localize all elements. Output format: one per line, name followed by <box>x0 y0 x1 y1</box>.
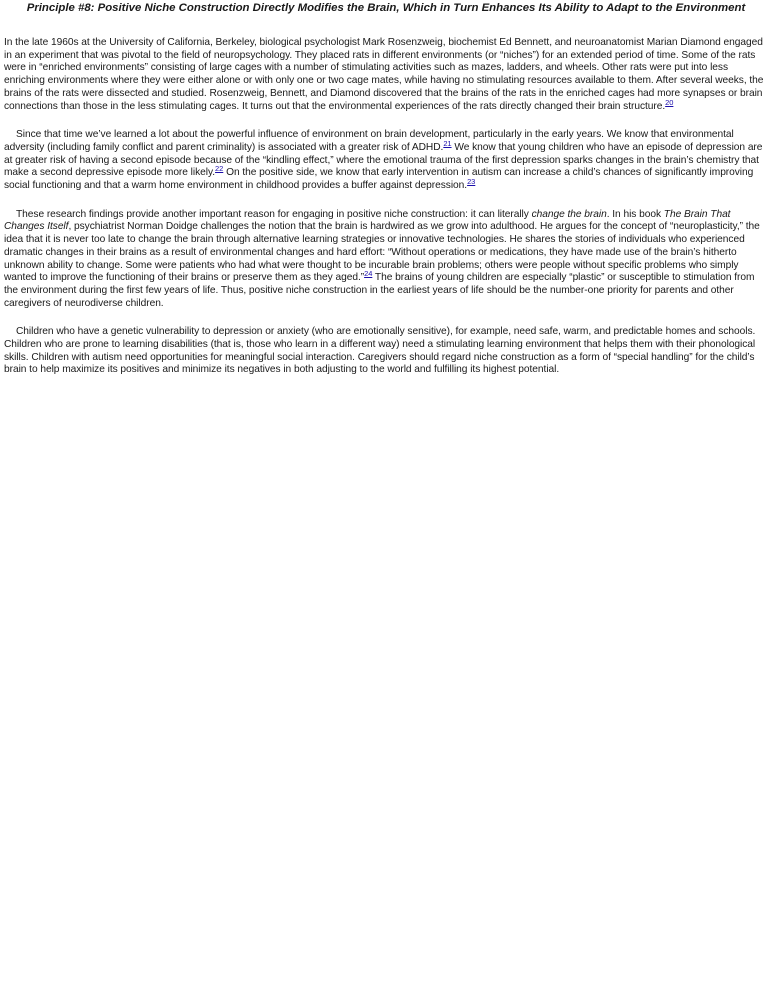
paragraph-4 <box>4 326 768 377</box>
paragraph-1 <box>4 37 768 113</box>
paragraph-2-text-1: Since that time we’ve learned a lot about the powerful influence of environment on brain development, particularly in the early years. We know that environmental adversity (including family conflict and parent criminality) is associated with a greater risk of ADHD. <box>4 129 734 153</box>
footnote-link-22[interactable]: 22 <box>215 164 224 174</box>
section-heading: Principle #8: Positive Niche Construction Directly Modifies the Brain, Which in Turn Enhances Its Ability to Adapt to the Environment <box>26 2 746 14</box>
paragraph-1-text: In the late 1960s at the University of California, Berkeley, biological psychologist Mark Rosenzweig, biochemist Ed Bennett, and neuroanatomist Marian Diamond engaged in an experiment that was pivotal to the field of neuropsychology. They placed rats in different environments (or “niches”) for an extended period of time. Some of the rats were in “enriched environments” consisting of large cages with a number of stimulating activities such as mazes, ladders, and wheels. Other rats were put into less enriching environments where they were either alone or with only one or two cage mates, while having no stimulating resources available to them. After several weeks, the brains of the rats were dissected and studied. Rosenzweig, Bennett, and Diamond discovered that the brains of the rats in the enriched cages had more synapses or brain connections than those in the less stimulating cages. It turns out that the environmental experiences of the rats directly changed their brain structure. <box>4 37 764 112</box>
body-text <box>4 37 768 377</box>
paragraph-3-text-2: . In his book <box>606 208 664 220</box>
book-title: The Brain That Changes Itself <box>4 208 731 233</box>
paragraph-3-text-3: , psychiatrist Norman Doidge challenges the notion that the brain is hardwired as we grow into adulthood. He argues for the concept of “neuroplasticity,” the idea that it is never too late to change the brain through alternative learning strategies or innovative technologies. He shares the stories of individuals who experienced dramatic changes in their brains as a result of environmental changes and hard effort: “Without operations or medications, they have made use of the brain’s hitherto unknown ability to change. Some were patients who had what were thought to be incurable brain problems; others were people without specific problems who simply wanted to improve the functioning of their brains or preserve them as they aged.” <box>4 221 760 284</box>
paragraph-2-text-3: On the positive side, we know that early intervention in autism can increase a child’s chances of significantly improving social functioning and that a warm home environment in childhood provides a buffer against depression. <box>4 167 754 192</box>
footnote-link-21[interactable]: 21 <box>443 138 452 148</box>
paragraph-2 <box>4 129 768 193</box>
paragraph-3-text-1: These research findings provide another important reason for engaging in positive niche construction: it can literally <box>16 208 532 220</box>
paragraph-3 <box>4 209 768 311</box>
footnote-link-23[interactable]: 23 <box>467 177 476 187</box>
footnote-link-24[interactable]: 24 <box>364 269 373 279</box>
paragraph-2-text-2: We know that young children who have an episode of depression are at greater risk of having a second episode because of the “kindling effect,” where the emotional trauma of the first depression sparks changes in the brain’s chemistry that make a second depressive episode more likely. <box>4 141 763 179</box>
paragraph-3-text-4: The brains of young children are especially “plastic” or susceptible to stimulation from the environment during the first few years of life. Thus, positive niche construction in the earliest years of life should be the number-one priority for parents and other caregivers of neurodiverse children. <box>4 272 755 309</box>
footnote-link-20[interactable]: 20 <box>665 97 674 107</box>
paragraph-4-text: Children who have a genetic vulnerability to depression or anxiety (who are emotionally sensitive), for example, need safe, warm, and predictable homes and schools. Children who are prone to learning disabilities (that is, those who learn in a different way) need a stimulating learning environment that helps them with their phonological skills. Children with autism need opportunities for meaningful social interaction. Caregivers should regard niche construction as a form of “special handling” for the child’s brain to help maximize its positives and minimize its negatives in both adjusting to the world and fulfilling its highest potential. <box>4 326 756 376</box>
paragraph-3-emphasis-1: change the brain <box>531 208 607 220</box>
